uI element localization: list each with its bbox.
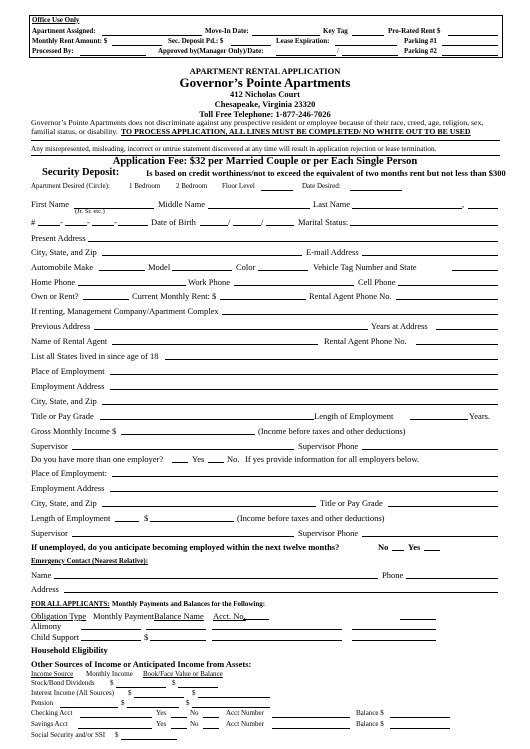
approved-by-field[interactable] [276,55,336,56]
emergency-address-field[interactable] [64,592,498,593]
more-than-one-employer-label: Do you have more than one employer? [31,454,164,464]
title-pay-grade-field[interactable] [100,419,314,420]
emergency-contact-title: Emergency Contact (Nearest Relative): [31,557,149,565]
floor-level-label: Floor Level [222,182,255,190]
application-fee: Application Fee: $32 per Married Couple or per Each Single Person [112,156,418,167]
automobile-make-label: Automobile Make [31,262,94,272]
previous-address-field[interactable] [94,329,368,330]
automobile-make-field[interactable] [99,270,145,271]
divider [31,140,500,141]
interest-income-label: Interest Income (All Sources) [31,689,114,697]
place-of-employment-label: Place of Employment [31,366,105,376]
supervisor-2-label: Supervisor [31,528,68,538]
savings-yes-label: Yes [156,720,167,728]
savings-no-label: No [190,720,199,728]
title-pay-grade-2-field[interactable] [388,506,498,507]
ssn-hash-label: # [31,217,36,227]
unemployed-no-label: No [378,542,389,552]
title-pay-grade-label: Title or Pay Grade [31,411,94,421]
income-2-dollar: $ [144,513,149,523]
child-support-name-field[interactable] [212,640,342,641]
savings-balance-label: Balance $ [356,720,384,728]
years-at-address-field[interactable] [436,329,498,330]
model-field[interactable] [172,270,232,271]
length-employment-field[interactable] [410,419,468,420]
states-lived-label: List all States lived in since age of 18 [31,351,159,361]
book-value-header: Book/Face Value or Balance [143,670,223,678]
pension-label: Pension [31,699,54,707]
processed-by-field[interactable] [80,55,146,56]
employment-address-field[interactable] [110,389,498,390]
supervisor-label: Supervisor [31,441,68,451]
monthly-rent-label: Monthly Rent Amount: $ [32,37,108,45]
ssn-part1-field[interactable] [38,225,60,226]
form-title: APARTMENT RENTAL APPLICATION [189,66,341,76]
apartment-assigned-field[interactable] [102,35,202,36]
key-tag-label: Key Tag [323,27,348,35]
for-all-applicants-label: FOR ALL APPLICANTS: [31,600,110,608]
checking-yes-field[interactable] [171,717,187,718]
savings-no-field[interactable] [203,728,219,729]
apartment-assigned-label: Apartment Assigned: [32,27,96,35]
supervisor-phone-2-label: Supervisor Phone [298,528,359,538]
unemployed-yes-label: Yes [408,542,421,552]
social-security-dollar: $ [115,731,119,739]
nondiscrimination-text: Governor’s Pointe Apartments does not discriminate against any prospective resident or employee because of their race, creed, age, religion, sex, [31,118,484,127]
savings-yes-field[interactable] [171,728,187,729]
stock-bond-label: Stock/Bond Dividends [31,679,95,687]
one-bedroom-option[interactable]: 1 Bedroom [129,182,161,190]
processed-by-label: Processed By: [32,47,74,55]
city-state-zip-label: City, State, and Zip [31,247,97,257]
ssn-part2-field[interactable] [65,225,87,226]
model-label: Model [148,262,171,272]
suffix-field[interactable] [468,208,498,209]
previous-address-label: Previous Address [31,321,91,331]
current-rent-field[interactable] [220,299,306,300]
dob-label: Date of Birth [151,217,196,227]
current-rent-label: Current Monthly Rent: $ [132,291,217,301]
renting-management-field[interactable] [222,314,498,315]
jr-sr-hint: (Jr. Sr. etc.) [75,208,105,215]
household-eligibility-label: Household Eligibility [31,645,108,655]
dob-month-field[interactable] [200,225,228,226]
checking-balance-field[interactable] [390,717,450,718]
date-desired-label: Date Desired: [302,182,341,190]
pension-monthly-field[interactable] [127,707,179,708]
present-address-field[interactable] [88,241,498,242]
approved-by-slash: / [337,47,339,55]
savings-acct-number-field[interactable] [272,728,350,729]
alimony-payment-field[interactable] [81,629,141,630]
supervisor-field[interactable] [72,449,294,450]
sec-deposit-label: Sec. Deposit Pd.: $ [168,37,224,45]
emergency-name-field[interactable] [54,578,378,579]
parking2-label: Parking #2 [404,47,437,55]
child-support-balance-field[interactable] [150,640,206,641]
interest-monthly-field[interactable] [134,697,184,698]
years-label: Years. [469,411,491,421]
work-phone-field[interactable] [234,285,354,286]
income-2-field[interactable] [150,521,234,522]
gross-income-label: Gross Monthly Income $ [31,426,117,436]
lease-expiration-label: Lease Expiration: [276,37,330,45]
present-address-label: Present Address [31,233,86,243]
years-at-address-label: Years at Address [371,321,428,331]
alimony-label: Alimony [31,621,62,631]
rental-agent-phone-label: Rental Agent Phone No. [309,291,392,301]
payments-title: Monthly Payments and Balances for the Following: [112,600,266,608]
stock-bond-value-field[interactable] [178,687,218,688]
pro-rated-rent-field[interactable] [448,35,498,36]
checking-acct-number-label: Acct Number [226,709,264,717]
two-bedroom-option[interactable]: 2 Bedroom [176,182,208,190]
employment-city-2-field[interactable] [102,506,316,507]
emergency-name-label: Name [31,570,52,580]
alimony-acct-field[interactable] [352,629,436,630]
place-of-employment-2-field[interactable] [112,476,498,477]
renting-management-label: If renting, Management Company/Apartment Complex [31,306,219,316]
supervisor-2-field[interactable] [72,536,294,537]
pension-source-field[interactable] [60,707,118,708]
last-name-field[interactable] [352,208,462,209]
rental-agent-name-field[interactable] [112,344,318,345]
marital-status-label: Marital Status: [298,217,349,227]
rental-agent-phone-field-2[interactable] [416,344,498,345]
alimony-name-field[interactable] [212,629,342,630]
checking-no-field[interactable] [203,717,219,718]
approved-date-field[interactable] [342,55,398,56]
income-2-note: (Income before taxes and other deductions) [237,513,385,523]
acct-no-header: Acct. No. [213,611,246,621]
pro-rated-rent-label: Pro-Rated Rent $ [388,27,441,35]
move-in-date-field[interactable] [252,35,320,36]
date-desired-field[interactable] [350,190,402,191]
cell-phone-label: Cell Phone [358,277,396,287]
cell-phone-field[interactable] [398,285,498,286]
security-deposit-label: Security Deposit: [42,167,120,178]
employment-address-2-label: Employment Address [31,483,105,493]
checking-balance-label: Balance $ [356,709,384,717]
approved-by-label: Approved by(Manager Only)/Date: [158,47,264,55]
supervisor-phone-label: Supervisor Phone [298,441,359,451]
nondiscrimination-text-2: familial status, or disability. [31,127,118,136]
rental-agent-phone-field[interactable] [396,299,498,300]
checking-acct-number-field[interactable] [272,717,350,718]
states-lived-field[interactable] [165,359,498,360]
place-of-employment-field[interactable] [110,374,498,375]
parking1-label: Parking #1 [404,37,437,45]
misrepresentation-notice: Any misrepresented, misleading, incorrect or untrue statement discovered at any time will result in application rejection or lease termination. [31,145,437,153]
supervisor-phone-2-field[interactable] [362,536,498,537]
first-name-label: First Name [31,199,70,209]
more-employer-yes-label: Yes [192,454,205,464]
apartment-desired-label: Apartment Desired (Circle): [31,182,110,190]
obligation-type-header: Obligation Type [31,611,87,621]
city-state-zip-field[interactable] [102,255,302,256]
monthly-payment-header: Monthly Payment [93,611,155,621]
unemployed-no-field[interactable] [392,550,404,551]
title-pay-grade-2-label: Title or Pay Grade [320,498,383,508]
marital-status-field[interactable] [350,225,498,226]
last-name-label: Last Name [313,199,351,209]
key-tag-field[interactable] [352,35,384,36]
acct-no-header-field[interactable] [243,619,269,620]
rental-agent-name-label: Name of Rental Agent [31,336,108,346]
home-phone-field[interactable] [78,285,186,286]
color-field[interactable] [258,270,308,271]
interest-value-field[interactable] [198,697,270,698]
employment-address-2-field[interactable] [110,491,498,492]
alimony-balance-field[interactable] [146,629,206,630]
ssn-part4-field[interactable] [118,225,148,226]
lease-expiration-field[interactable] [335,45,397,46]
rental-agent-phone-label-2: Rental Agent Phone No. [324,336,407,346]
child-support-label: Child Support [31,632,79,642]
social-security-label: Social Security and/or SSI [31,731,106,739]
dob-day-field[interactable] [233,225,261,226]
pension-value-field[interactable] [192,707,270,708]
checking-yes-label: Yes [156,709,167,717]
length-employment-2-label: Length of Employment [31,513,111,523]
monthly-rent-field[interactable] [112,45,162,46]
more-employer-no-field[interactable] [208,462,224,463]
emergency-address-label: Address [31,584,59,594]
social-security-field[interactable] [121,739,177,740]
employment-city-label: City, State, and Zip [31,396,97,406]
middle-name-field[interactable] [208,208,310,209]
checking-field[interactable] [80,717,152,718]
floor-level-field[interactable] [261,190,293,191]
child-support-payment-field[interactable] [81,640,141,641]
process-notice: TO PROCESS APPLICATION, ALL LINES MUST BE COMPLETED/ NO WHITE OUT TO BE USED [121,127,471,136]
savings-balance-field[interactable] [390,728,450,729]
length-employment-2-field[interactable] [115,521,139,522]
work-phone-label: Work Phone [188,277,231,287]
payments-extra-field[interactable] [400,619,436,620]
employment-city-2-label: City, State, and Zip [31,498,97,508]
emergency-phone-label: Phone [382,570,404,580]
employment-city-field[interactable] [102,404,498,405]
checking-acct-label: Checking Acct [31,709,73,717]
property-name: Governor’s Pointe Apartments [179,75,351,90]
own-rent-label: Own or Rent? [31,291,79,301]
dob-year-field[interactable] [266,225,294,226]
vehicle-tag-field[interactable] [452,270,498,271]
savings-acct-label: Savings Acct [31,720,68,728]
property-phone: Toll Free Telephone: 1-877-246-7026 [199,109,331,119]
monthly-income-header: Monthly Income [86,670,133,678]
gross-income-note: (Income before taxes and other deductions) [258,426,406,436]
move-in-date-label: Move-In Date: [205,27,249,35]
property-street: 412 Nicholas Court [230,89,300,99]
place-of-employment-2-label: Place of Employment: [31,468,108,478]
home-phone-label: Home Phone [31,277,76,287]
employment-address-label: Employment Address [31,381,105,391]
savings-acct-number-label: Acct Number [226,720,264,728]
savings-field[interactable] [78,728,152,729]
own-rent-field[interactable] [83,299,129,300]
email-field[interactable] [362,255,498,256]
vehicle-tag-label: Vehicle Tag Number and State [313,262,417,272]
color-label: Color [236,262,256,272]
parking1-field[interactable] [442,45,498,46]
unemployed-yes-field[interactable] [424,550,440,551]
supervisor-phone-field[interactable] [362,449,498,450]
office-use-title: Office Use Only [32,16,80,24]
balance-name-header: Balance Name [154,611,204,621]
more-employer-no-label: No. [227,454,240,464]
unemployed-question: If unemployed, do you anticipate becoming employed within the next twelve months? [31,542,340,552]
middle-name-label: Middle Name [158,199,205,209]
sec-deposit-field[interactable] [231,45,271,46]
gross-income-field[interactable] [121,434,255,435]
length-employment-label: Length of Employment [314,411,394,421]
security-deposit-text: Is based on credit worthiness/not to exceed the equivalent of two months rent but not less than $300 [146,168,506,178]
child-support-acct-field[interactable] [352,640,436,641]
parking2-field[interactable] [442,55,498,56]
more-employer-note: If yes provide information for all employers below. [245,454,420,464]
emergency-phone-field[interactable] [406,578,498,579]
other-income-title: Other Sources of Income or Anticipated Income from Assets: [31,659,252,669]
email-label: E-mail Address [306,247,359,257]
more-employer-yes-field[interactable] [172,462,188,463]
ssn-part3-field[interactable] [92,225,114,226]
stock-bond-monthly-field[interactable] [116,687,166,688]
checking-no-label: No [190,709,199,717]
property-city: Chesapeake, Virginia 23320 [214,99,316,109]
income-source-header: Income Source [31,670,74,678]
